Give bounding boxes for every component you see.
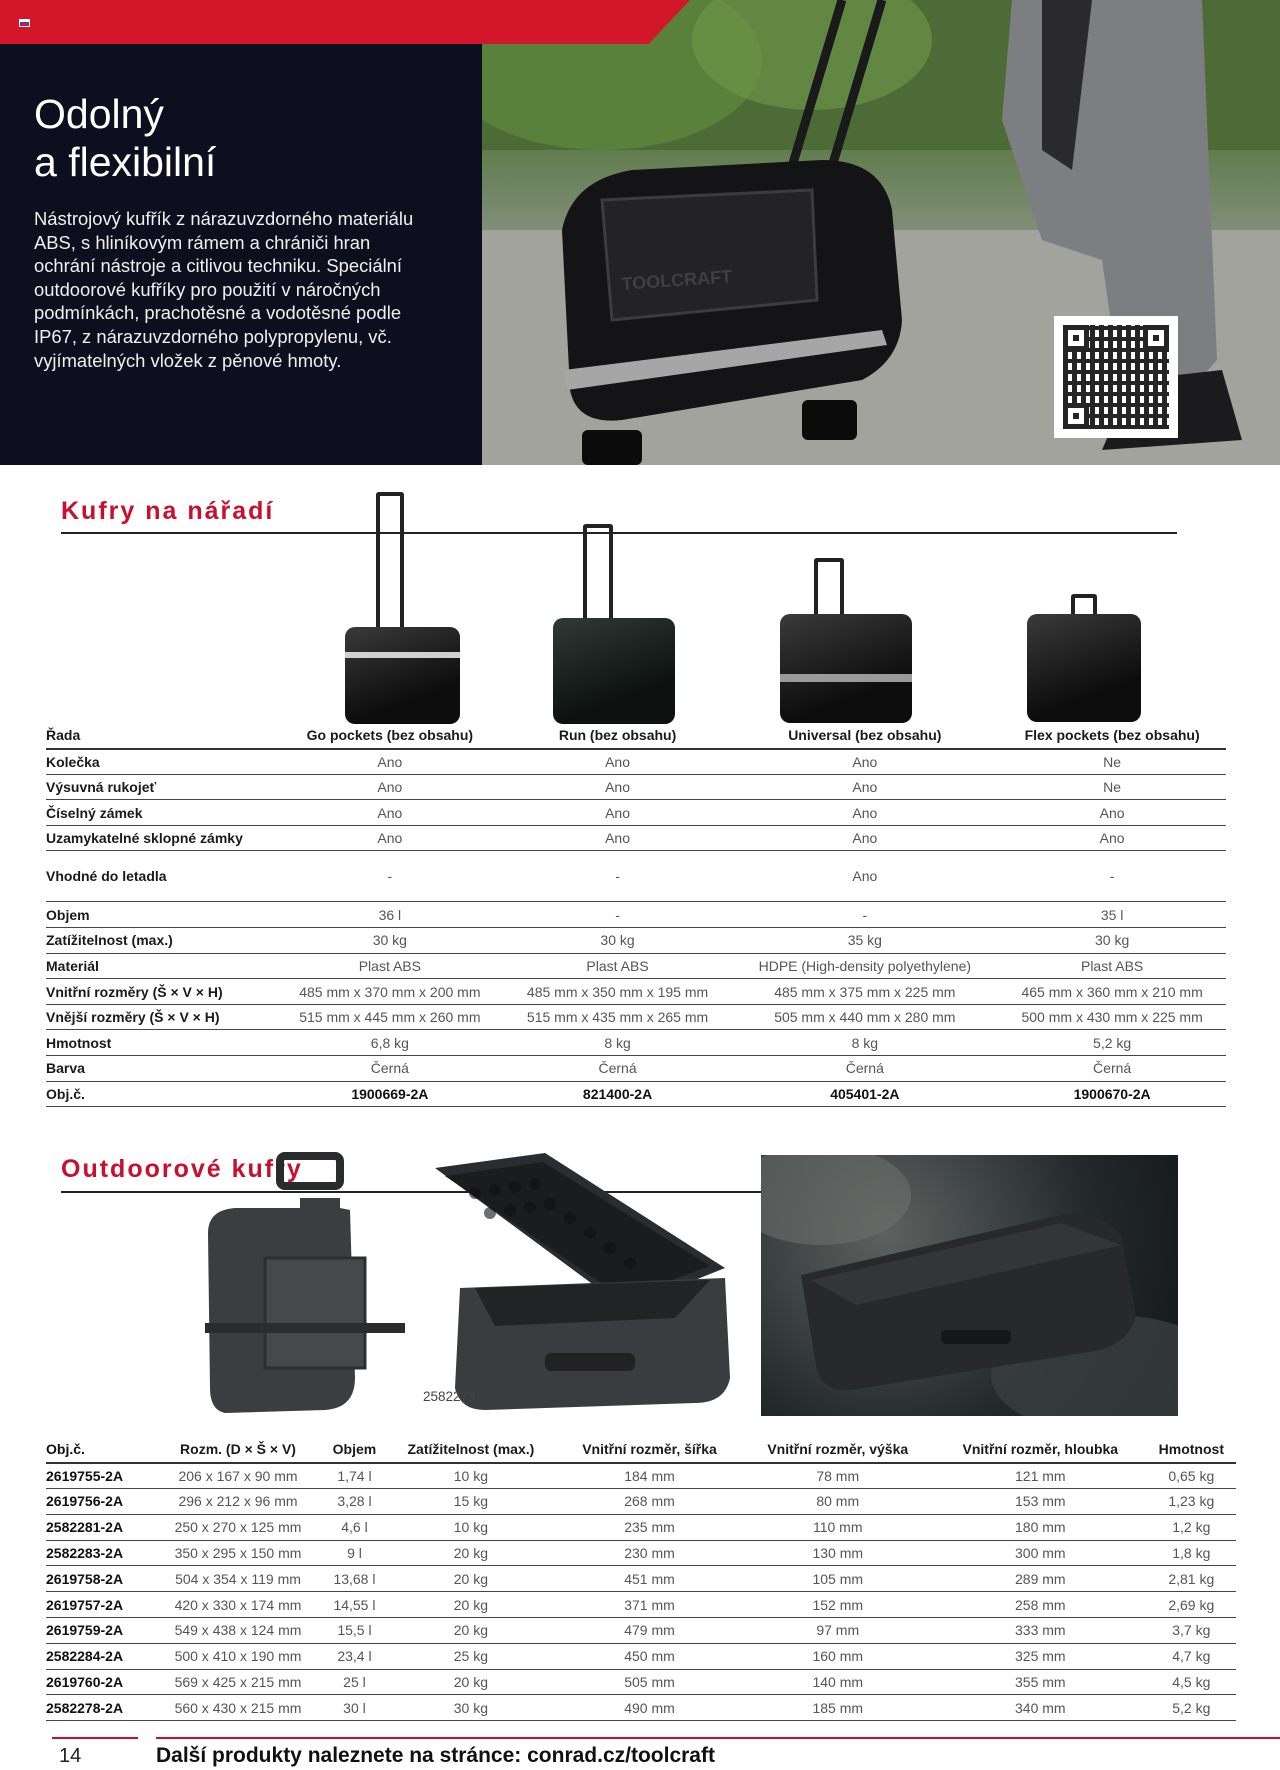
table-cell: 4,5 kg (1147, 1669, 1236, 1695)
table-cell: 515 mm x 445 mm x 260 mm (276, 1004, 504, 1030)
outdoor-photo-illustration (761, 1155, 1178, 1416)
table-cell: - (504, 851, 732, 902)
table-cell: Ano (731, 851, 998, 902)
column-header: Flex pockets (bez obsahu) (998, 723, 1226, 749)
table-cell: 5,2 kg (998, 1030, 1226, 1056)
table-cell: 5,2 kg (1147, 1695, 1236, 1721)
table-cell: 569 x 425 x 215 mm (151, 1669, 324, 1695)
table-cell: Ano (998, 825, 1226, 851)
table-cell: 3,7 kg (1147, 1618, 1236, 1644)
order-number: 2619756-2A (46, 1489, 151, 1515)
svg-text:TOOLCRAFT: TOOLCRAFT (620, 266, 733, 294)
order-number: 1900669-2A (276, 1081, 504, 1107)
table-cell: 30 kg (276, 928, 504, 954)
table-cell: 20 kg (384, 1566, 557, 1592)
hero-title-line2: a flexibilní (34, 139, 217, 185)
table-cell: 289 mm (934, 1566, 1147, 1592)
section-title-outdoor-cases: Outdoorové kufry (61, 1155, 303, 1183)
order-number: 2582281-2A (46, 1514, 151, 1540)
table-cell: 35 kg (731, 928, 998, 954)
table-cell: 20 kg (384, 1540, 557, 1566)
table-cell: 350 x 295 x 150 mm (151, 1540, 324, 1566)
table-cell: - (504, 902, 732, 928)
table-cell: 184 mm (558, 1463, 742, 1489)
table-cell: 505 mm x 440 mm x 280 mm (731, 1004, 998, 1030)
table-cell: Plast ABS (504, 953, 732, 979)
table-row (46, 825, 1226, 851)
order-number: 2619758-2A (46, 1566, 151, 1592)
table-cell: 325 mm (934, 1643, 1147, 1669)
table-cell: 130 mm (742, 1540, 934, 1566)
table-cell: 230 mm (558, 1540, 742, 1566)
table-cell: 25 l (325, 1669, 385, 1695)
table-cell: 20 kg (384, 1669, 557, 1695)
row-label: Hmotnost (46, 1030, 276, 1056)
footer-rule (156, 1737, 1280, 1739)
row-label: Uzamykatelné sklopné zámky (46, 825, 276, 851)
table-cell: 296 x 212 x 96 mm (151, 1489, 324, 1515)
table-cell: Černá (998, 1056, 1226, 1082)
table-cell: 10 kg (384, 1463, 557, 1489)
table-cell: 10 kg (384, 1514, 557, 1540)
table-cell: 268 mm (558, 1489, 742, 1515)
table-cell: 35 l (998, 902, 1226, 928)
order-number: 2619759-2A (46, 1618, 151, 1644)
outdoor-cases-table (46, 1437, 1236, 1721)
table-cell: 485 mm x 370 mm x 200 mm (276, 979, 504, 1005)
table-cell: 185 mm (742, 1695, 934, 1721)
table-cell: 1,2 kg (1147, 1514, 1236, 1540)
row-label: Objem (46, 902, 276, 928)
table-row (46, 1695, 1236, 1721)
table-cell: 152 mm (742, 1592, 934, 1618)
table-cell: 1,23 kg (1147, 1489, 1236, 1515)
table-cell: 140 mm (742, 1669, 934, 1695)
row-label: Vnější rozměry (Š × V × H) (46, 1004, 276, 1030)
table-cell: 153 mm (934, 1489, 1147, 1515)
table-cell: 110 mm (742, 1514, 934, 1540)
table-cell: Plast ABS (276, 953, 504, 979)
column-header: Vnitřní rozměr, hloubka (934, 1437, 1147, 1463)
table-cell: 333 mm (934, 1618, 1147, 1644)
table-row (46, 902, 1226, 928)
table-cell: Ano (731, 774, 998, 800)
table-cell: 258 mm (934, 1592, 1147, 1618)
table-cell: Ano (998, 800, 1226, 826)
case-band (345, 652, 460, 658)
column-header: Zatížitelnost (max.) (384, 1437, 557, 1463)
table-cell: 180 mm (934, 1514, 1147, 1540)
table-row (46, 1004, 1226, 1030)
table-cell: 250 x 270 x 125 mm (151, 1514, 324, 1540)
table-row-order-number (46, 1081, 1226, 1107)
table-cell: 13,68 l (325, 1566, 385, 1592)
table-row (46, 1030, 1226, 1056)
order-number: 2619760-2A (46, 1669, 151, 1695)
table-cell: 505 mm (558, 1669, 742, 1695)
table-row (46, 953, 1226, 979)
table-cell: 560 x 430 x 215 mm (151, 1695, 324, 1721)
row-label: Vhodné do letadla (46, 851, 276, 902)
column-header: Rozm. (D × Š × V) (151, 1437, 324, 1463)
table-cell: Černá (276, 1056, 504, 1082)
table-cell: Ne (998, 749, 1226, 775)
table-cell: 36 l (276, 902, 504, 928)
order-number: 2582283-2A (46, 1540, 151, 1566)
row-label: Barva (46, 1056, 276, 1082)
case-image-go-pockets (345, 492, 460, 724)
table-cell: 121 mm (934, 1463, 1147, 1489)
table-header-row (46, 1437, 1236, 1463)
column-header: Vnitřní rozměr, šířka (558, 1437, 742, 1463)
table-cell: 0,65 kg (1147, 1463, 1236, 1489)
row-label: Obj.č. (46, 1081, 276, 1107)
table-cell: 3,28 l (325, 1489, 385, 1515)
table-cell: 80 mm (742, 1489, 934, 1515)
hero (0, 0, 1280, 465)
table-cell: 30 l (325, 1695, 385, 1721)
order-number: 2582278-2A (46, 1695, 151, 1721)
table-cell: Ano (731, 800, 998, 826)
table-cell: Ano (504, 749, 732, 775)
table-cell: Ne (998, 774, 1226, 800)
column-header: Go pockets (bez obsahu) (276, 723, 504, 749)
table-cell: 500 x 410 x 190 mm (151, 1643, 324, 1669)
table-cell: 490 mm (558, 1695, 742, 1721)
case-handle (1071, 594, 1097, 616)
top-red-tab (0, 0, 690, 44)
table-cell: 479 mm (558, 1618, 742, 1644)
column-header: Vnitřní rozměr, výška (742, 1437, 934, 1463)
table-row (46, 928, 1226, 954)
table-row (46, 749, 1226, 775)
table-cell: 485 mm x 375 mm x 225 mm (731, 979, 998, 1005)
table-cell: Ano (276, 800, 504, 826)
hero-title-line1: Odolný (34, 91, 164, 137)
case-image-universal (780, 558, 912, 723)
table-cell: - (731, 902, 998, 928)
table-row (46, 774, 1226, 800)
table-cell: 500 mm x 430 mm x 225 mm (998, 1004, 1226, 1030)
page-number: 14 (59, 1745, 82, 1767)
table-cell: Plast ABS (998, 953, 1226, 979)
table-cell: 105 mm (742, 1566, 934, 1592)
table-cell: 8 kg (504, 1030, 732, 1056)
row-label: Číselný zámek (46, 800, 276, 826)
order-number: 2619755-2A (46, 1463, 151, 1489)
czech-flag-icon (19, 19, 30, 27)
table-cell: HDPE (High-density polyethylene) (731, 953, 998, 979)
case-body (345, 627, 460, 724)
table-cell: 1,74 l (325, 1463, 385, 1489)
table-cell: 465 mm x 360 mm x 210 mm (998, 979, 1226, 1005)
table-cell: - (998, 851, 1226, 902)
row-label: Zatížitelnost (max.) (46, 928, 276, 954)
tool-cases-table (46, 723, 1226, 1107)
table-cell: 30 kg (504, 928, 732, 954)
table-cell: 15,5 l (325, 1618, 385, 1644)
table-cell: Ano (731, 825, 998, 851)
qr-finder (1143, 325, 1169, 351)
table-row (46, 1463, 1236, 1489)
case-body (553, 618, 675, 724)
trolley-handle (376, 492, 404, 632)
order-number: 821400-2A (504, 1081, 732, 1107)
table-cell: 485 mm x 350 mm x 195 mm (504, 979, 732, 1005)
footer-rule (52, 1737, 138, 1739)
table-cell: 355 mm (934, 1669, 1147, 1695)
table-cell: 504 x 354 x 119 mm (151, 1566, 324, 1592)
table-cell: 20 kg (384, 1592, 557, 1618)
table-cell: Ano (276, 749, 504, 775)
table-row (46, 1618, 1236, 1644)
table-cell: Ano (504, 800, 732, 826)
table-cell: 371 mm (558, 1592, 742, 1618)
column-header: Hmotnost (1147, 1437, 1236, 1463)
order-number: 2582284-2A (46, 1643, 151, 1669)
table-cell: 515 mm x 435 mm x 265 mm (504, 1004, 732, 1030)
outdoor-cases-illustration (205, 1148, 733, 1416)
table-cell: 6,8 kg (276, 1030, 504, 1056)
table-cell: Ano (504, 774, 732, 800)
table-cell: Ano (276, 825, 504, 851)
table-cell: 30 kg (384, 1695, 557, 1721)
table-row (46, 1514, 1236, 1540)
row-label: Řada (46, 723, 276, 749)
case-image-flex-pockets (1027, 594, 1141, 722)
table-cell: 4,7 kg (1147, 1643, 1236, 1669)
table-cell: 420 x 330 x 174 mm (151, 1592, 324, 1618)
case-body (1027, 614, 1141, 722)
footer-link-text[interactable]: Další produkty naleznete na stránce: conrad.cz/toolcraft (156, 1744, 715, 1767)
table-row (46, 1643, 1236, 1669)
table-cell: 30 kg (998, 928, 1226, 954)
table-cell: 2,69 kg (1147, 1592, 1236, 1618)
table-cell: 1,8 kg (1147, 1540, 1236, 1566)
table-cell: 451 mm (558, 1566, 742, 1592)
table-cell: 23,4 l (325, 1643, 385, 1669)
section-title-tool-cases: Kufry na nářadí (61, 497, 275, 525)
table-cell: 2,81 kg (1147, 1566, 1236, 1592)
table-cell: 206 x 167 x 90 mm (151, 1463, 324, 1489)
product-caption: 2582278 (423, 1389, 476, 1404)
case-band (780, 674, 912, 682)
column-header: Run (bez obsahu) (504, 723, 732, 749)
table-cell: 20 kg (384, 1618, 557, 1644)
table-cell: 340 mm (934, 1695, 1147, 1721)
table-row (46, 1592, 1236, 1618)
column-header: Obj.č. (46, 1437, 151, 1463)
outdoor-case-closed-image (205, 1156, 405, 1413)
column-header: Objem (325, 1437, 385, 1463)
table-cell: 235 mm (558, 1514, 742, 1540)
table-cell: 14,55 l (325, 1592, 385, 1618)
table-cell: 78 mm (742, 1463, 934, 1489)
hero-description: Nástrojový kufřík z nárazuvzdorného materiálu ABS, s hliníkovým rámem a chrániči hran ochrání nástroje a citlivou techniku. Speciální outdoorové kufříky pro použití v náročných podmínkách, prachotěsné a vodotěsné podle IP67, z nárazuvzdorného polypropylenu, vč. vyjímatelných vložek z pěnové hmoty. (34, 208, 414, 371)
table-row (46, 1669, 1236, 1695)
table-cell: 549 x 438 x 124 mm (151, 1618, 324, 1644)
table-cell: 15 kg (384, 1489, 557, 1515)
table-row (46, 851, 1226, 902)
table-cell: Černá (731, 1056, 998, 1082)
qr-finder (1063, 325, 1089, 351)
outdoor-case-photo (761, 1155, 1178, 1416)
table-header-row (46, 723, 1226, 749)
table-row (46, 1489, 1236, 1515)
row-label: Kolečka (46, 749, 276, 775)
qr-code-icon[interactable] (1054, 316, 1178, 438)
table-cell: Černá (504, 1056, 732, 1082)
row-label: Výsuvná rukojeť (46, 774, 276, 800)
column-header: Universal (bez obsahu) (731, 723, 998, 749)
table-cell: 300 mm (934, 1540, 1147, 1566)
order-number: 2619757-2A (46, 1592, 151, 1618)
table-cell: 25 kg (384, 1643, 557, 1669)
table-cell: 160 mm (742, 1643, 934, 1669)
trolley-handle (583, 524, 613, 624)
table-cell: 4,6 l (325, 1514, 385, 1540)
qr-pattern (1063, 325, 1169, 429)
table-row (46, 979, 1226, 1005)
qr-finder (1063, 403, 1089, 429)
table-cell: Ano (276, 774, 504, 800)
table-row (46, 800, 1226, 826)
table-cell: 97 mm (742, 1618, 934, 1644)
table-cell: 9 l (325, 1540, 385, 1566)
row-label: Materiál (46, 953, 276, 979)
case-image-run (553, 524, 675, 724)
table-cell: Ano (504, 825, 732, 851)
hero-title (34, 90, 216, 186)
table-row (46, 1566, 1236, 1592)
table-cell: Ano (731, 749, 998, 775)
case-body (780, 614, 912, 723)
order-number: 1900670-2A (998, 1081, 1226, 1107)
row-label: Vnitřní rozměry (Š × V × H) (46, 979, 276, 1005)
table-row (46, 1540, 1236, 1566)
trolley-handle (814, 558, 844, 618)
order-number: 405401-2A (731, 1081, 998, 1107)
table-cell: 8 kg (731, 1030, 998, 1056)
table-cell: - (276, 851, 504, 902)
table-row (46, 1056, 1226, 1082)
table-cell: 450 mm (558, 1643, 742, 1669)
